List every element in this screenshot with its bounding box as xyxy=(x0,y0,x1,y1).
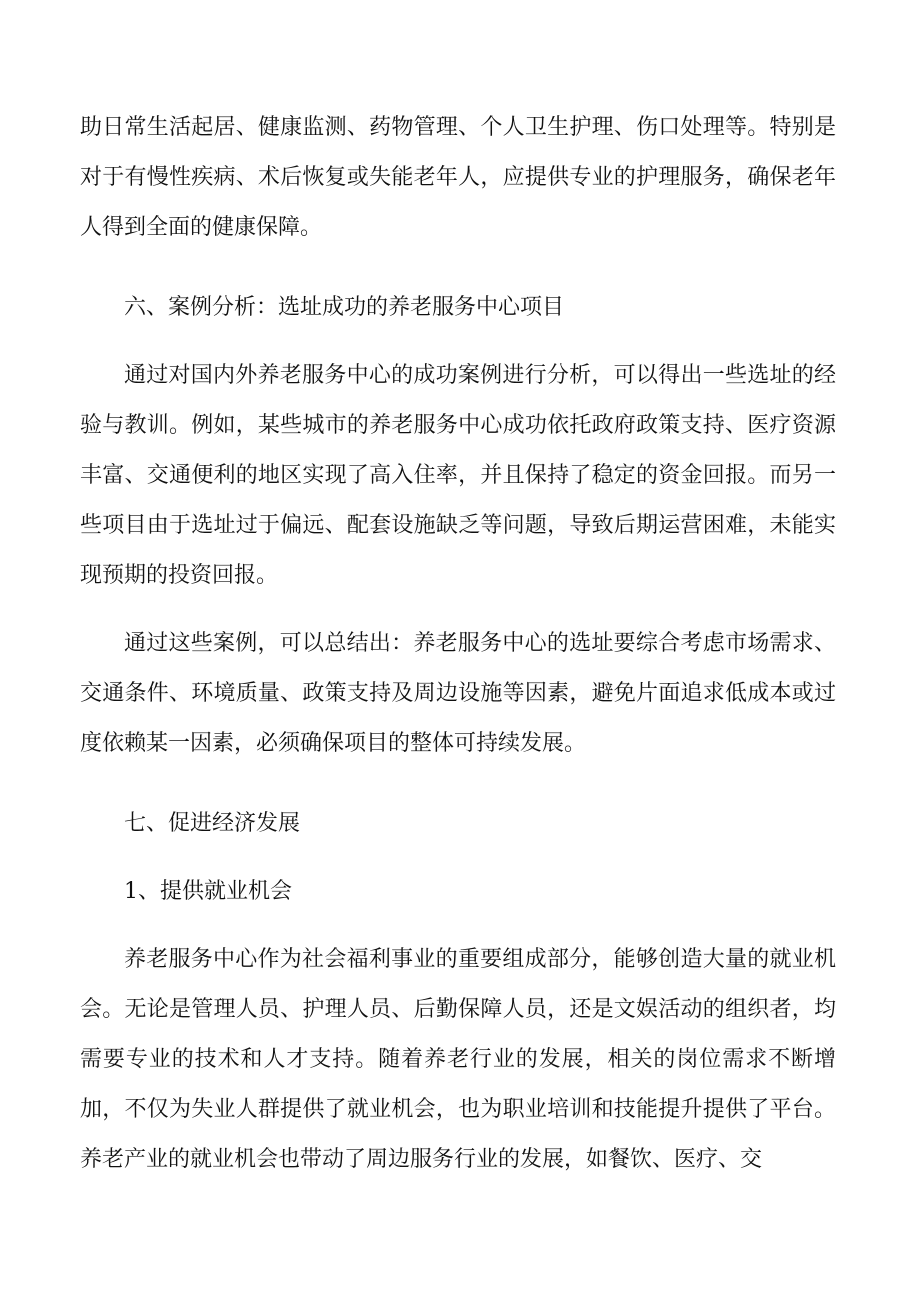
paragraph-case-summary: 通过这些案例，可以总结出：养老服务中心的选址要综合考虑市场需求、交通条件、环境质量、政策支持及周边设施等因素，避免片面追求低成本或过度依赖某一因素，必须确保项目的整体可持续发展。 xyxy=(80,631,836,756)
heading-economic-development: 七、促进经济发展 xyxy=(124,811,301,836)
paragraph-employment: 养老服务中心作为社会福利事业的重要组成部分，能够创造大量的就业机会。无论是管理人员、护理人员、后勤保障人员，还是文娱活动的组织者，均需要专业的技术和人才支持。随着养老行业的发展，相关的岗位需求不断增加，不仅为失业人群提供了就业机会，也为职业培训和技能提升提供了平台。养老产业的就业机会也带动了周边服务行业的发展，如餐饮、医疗、交 xyxy=(80,947,836,1172)
document-body xyxy=(80,103,836,1185)
paragraph-case-study: 通过对国内外养老服务中心的成功案例进行分析，可以得出一些选址的经验与教训。例如，某些城市的养老服务中心成功依托政府政策支持、医疗资源丰富、交通便利的地区实现了高入住率，并且保持了稳定的资金回报。而另一些项目由于选址过于偏远、配套设施缺乏等问题，导致后期运营困难，未能实现预期的投资回报。 xyxy=(80,363,836,588)
paragraph-care-services: 助日常生活起居、健康监测、药物管理、个人卫生护理、伤口处理等。特别是对于有慢性疾病、术后恢复或失能老年人，应提供专业的护理服务，确保老年人得到全面的健康保障。 xyxy=(80,115,836,240)
heading-case-analysis: 六、案例分析：选址成功的养老服务中心项目 xyxy=(124,295,565,320)
subheading-employment: 1、提供就业机会 xyxy=(124,879,292,904)
